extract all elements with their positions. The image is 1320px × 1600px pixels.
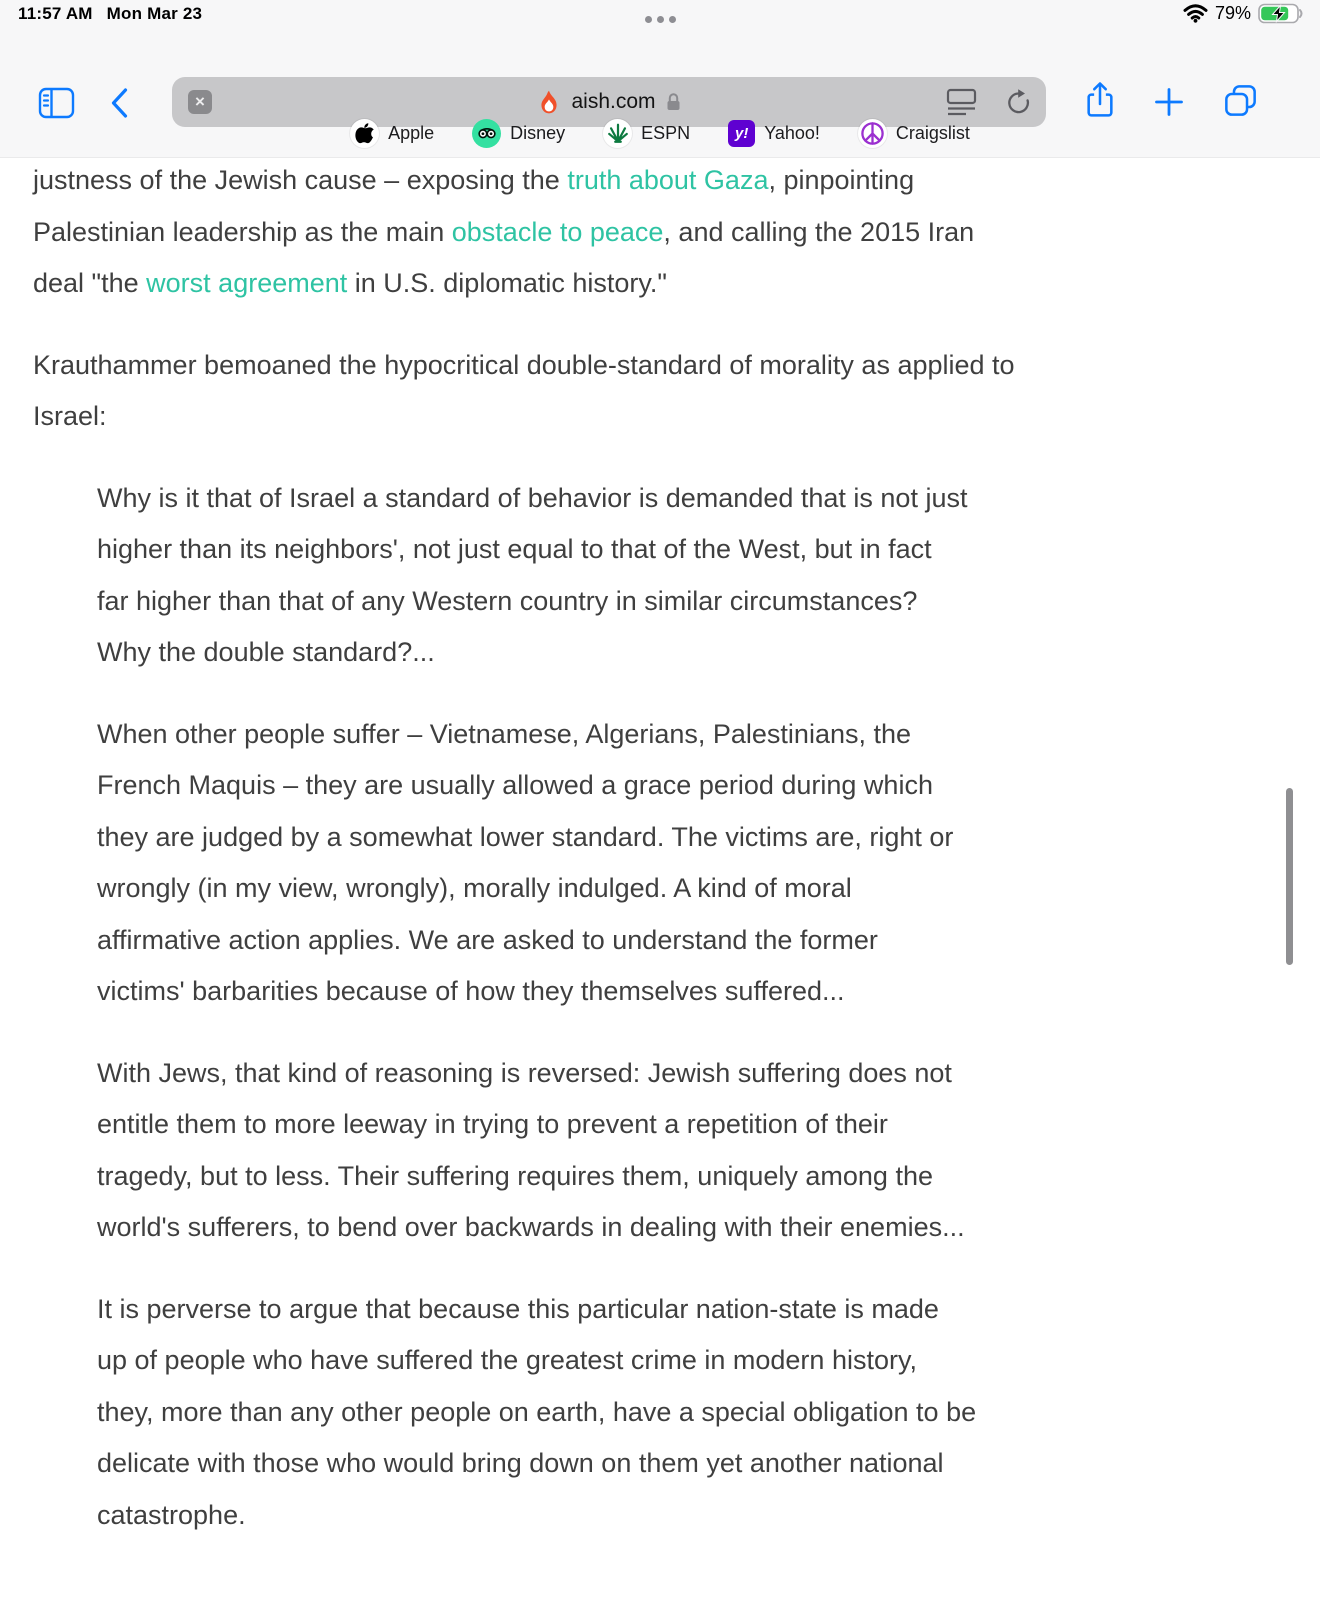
- article-text: affirmative action applies. We are asked to understand the former: [97, 924, 878, 955]
- favorite-label: ESPN: [641, 122, 691, 143]
- article-text: Why the double standard?...: [97, 637, 435, 667]
- text-line: [97, 709, 1293, 761]
- text-line: [97, 473, 1293, 525]
- article-text: justness of the Jewish cause – exposing the: [33, 165, 568, 195]
- article-text: delicate with those who would bring down on them yet another national: [97, 1448, 944, 1478]
- page-scrollbar[interactable]: [1286, 788, 1293, 965]
- article-text: French Maquis – they are usually allowed a grace period during which: [97, 770, 933, 800]
- article-text: Israel:: [33, 401, 107, 431]
- article-text: higher than its neighbors', not just equal to that of the West, but in fact: [97, 534, 932, 564]
- favorite-apple[interactable]: [350, 119, 434, 148]
- favorite-label: Disney: [510, 122, 566, 143]
- article-link[interactable]: obstacle to peace: [451, 216, 664, 247]
- blockquote-paragraph: [33, 1284, 1293, 1542]
- favorite-label: Apple: [388, 122, 435, 143]
- text-line: [97, 627, 1293, 679]
- article-text: far higher than that of any Western country in similar circumstances?: [97, 585, 918, 616]
- article-text: entitle them to more leeway in trying to prevent a repetition of their: [97, 1109, 888, 1139]
- status-time: 11:57 AM: [18, 4, 93, 23]
- text-line: [33, 340, 1293, 392]
- disney-favicon: [472, 119, 501, 148]
- article-text: tragedy, but to less. Their suffering requires them, uniquely among the: [97, 1160, 933, 1191]
- battery-percent: 79%: [1214, 3, 1251, 23]
- favorite-yahoo[interactable]: [728, 120, 820, 147]
- status-date: Mon Mar 23: [106, 4, 203, 23]
- article-text: deal "the: [33, 268, 147, 298]
- article-text: When other people suffer – Vietnamese, Algerians, Palestinians, the: [97, 718, 912, 749]
- article: [33, 155, 1293, 1571]
- extension-badge-button[interactable]: ×: [188, 90, 212, 114]
- safari-toolbar: [0, 30, 1320, 113]
- wifi-icon: [1183, 4, 1208, 23]
- text-line: [97, 1490, 1293, 1542]
- browser-chrome: [0, 0, 1320, 158]
- article-link[interactable]: worst agreement: [146, 268, 348, 298]
- blockquote-paragraph: [33, 709, 1293, 1018]
- article-text: , and calling the 2015 Iran: [663, 216, 975, 247]
- favorites-bar: [0, 110, 1320, 156]
- paragraph: [33, 340, 1293, 443]
- article-text: With Jews, that kind of reasoning is reversed: Jewish suffering does not: [97, 1057, 952, 1088]
- article-text: world's sufferers, to bend over backwards in dealing with their enemies...: [97, 1212, 965, 1242]
- text-line: [97, 1151, 1293, 1203]
- status-bar: [0, 0, 1320, 30]
- url-text: aish.com: [571, 90, 656, 113]
- text-line: [97, 524, 1293, 576]
- favorite-craigslist[interactable]: [858, 119, 970, 148]
- paragraph: [33, 155, 1293, 310]
- yahoo-favicon: y!: [728, 120, 755, 147]
- favorite-label: Craigslist: [895, 122, 970, 143]
- text-line: [97, 1335, 1293, 1387]
- favorite-label: Yahoo!: [764, 122, 820, 143]
- text-line: [97, 1048, 1293, 1100]
- text-line: [97, 1438, 1293, 1490]
- text-line: [97, 863, 1293, 915]
- craigslist-favicon: [858, 119, 887, 148]
- text-line: [97, 576, 1293, 628]
- article-text: they, more than any other people on earth, have a special obligation to be: [97, 1396, 977, 1427]
- text-line: [33, 207, 1293, 259]
- battery-charging-icon: [1258, 3, 1304, 24]
- text-line: [97, 1099, 1293, 1151]
- article-text: they are judged by a somewhat lower standard. The victims are, right or: [97, 821, 954, 852]
- multitask-dots-icon[interactable]: [0, 10, 1320, 28]
- favorite-espn[interactable]: [603, 119, 690, 148]
- text-line: [97, 1202, 1293, 1254]
- text-line: [97, 1284, 1293, 1336]
- article-text: in U.S. diplomatic history.": [347, 268, 667, 298]
- article-text: Why is it that of Israel a standard of behavior is demanded that is not just: [97, 482, 968, 513]
- article-link[interactable]: truth about Gaza: [567, 165, 769, 195]
- article-text: victims' barbarities because of how they themselves suffered...: [97, 976, 845, 1006]
- text-line: [97, 760, 1293, 812]
- article-text: It is perverse to argue that because this particular nation-state is made: [97, 1293, 939, 1324]
- text-line: [97, 915, 1293, 967]
- text-line: [97, 812, 1293, 864]
- blockquote-paragraph: [33, 1048, 1293, 1254]
- text-line: [33, 155, 1293, 207]
- favorite-disney[interactable]: [472, 119, 565, 148]
- text-line: [97, 1387, 1293, 1439]
- text-line: [33, 391, 1293, 443]
- apple-icon: [350, 119, 379, 148]
- article-text: catastrophe.: [97, 1499, 246, 1530]
- article-text: wrongly (in my view, wrongly), morally indulged. A kind of moral: [97, 873, 852, 903]
- text-line: [33, 258, 1293, 310]
- espn-favicon: [603, 119, 632, 148]
- article-text: , pinpointing: [768, 165, 915, 195]
- article-text: Krauthammer bemoaned the hypocritical double-standard of morality as applied to: [33, 349, 1015, 380]
- text-line: [97, 966, 1293, 1018]
- blockquote-paragraph: [33, 473, 1293, 679]
- article-text: up of people who have suffered the greatest crime in modern history,: [97, 1345, 917, 1375]
- article-text: Palestinian leadership as the main: [33, 216, 452, 247]
